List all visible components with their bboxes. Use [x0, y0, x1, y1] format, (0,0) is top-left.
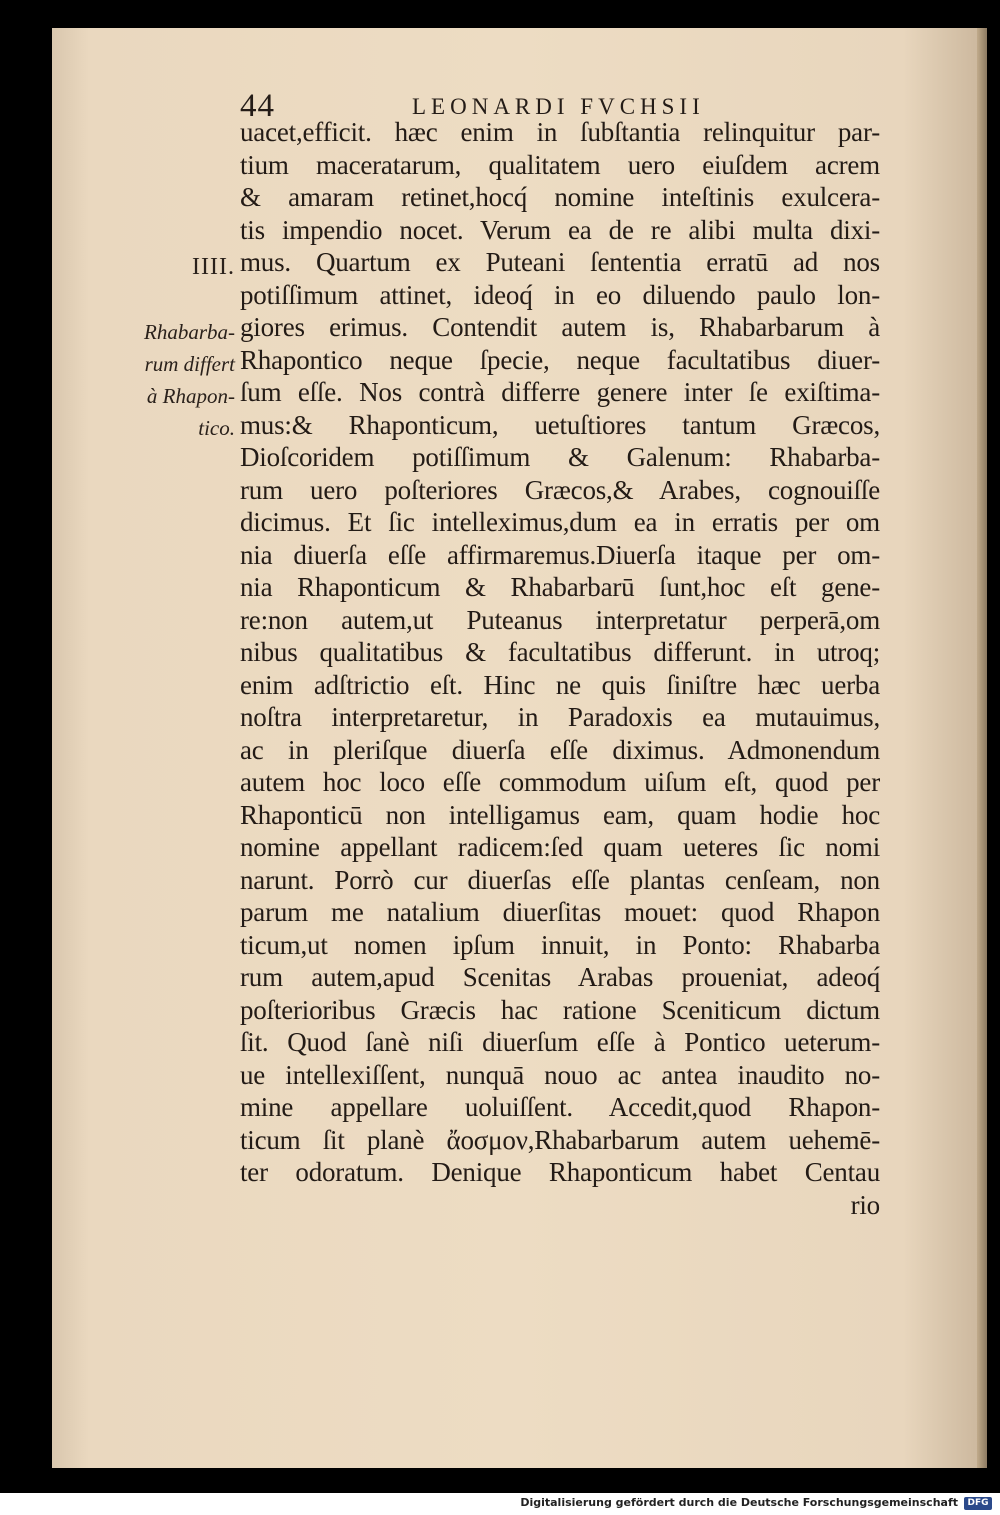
text-line: ac in pleriſque diuerſa eſſe diximus. Admonendum [240, 734, 880, 765]
text-line: ſit. Quod ſanè niſi diuerſum eſſe à Pontico ueterum- [240, 1027, 880, 1057]
text-line: ticum,ut nomen ipſum innuit, in Ponto: Rhabarba [240, 929, 880, 960]
text-line: potiſſimum attinet, ideoq́ in eo diluendo paulo lon- [240, 279, 880, 310]
text-line: giores erimus. Contendit autem is, Rhabarbarum à [240, 312, 880, 342]
page-number: 44 [240, 88, 275, 124]
text-line: noſtra interpretaretur, in Paradoxis ea mutauimus, [240, 702, 880, 732]
body-text [240, 116, 880, 1221]
text-line: parum me natalium diuerſitas mouet: quod Rhapon [240, 897, 880, 927]
margin-gloss-line: Rhabarba- [144, 320, 235, 344]
text-line: Rhapontico neque ſpecie, neque facultatibus diuer- [240, 344, 880, 375]
text-line: uacet,efficit. hæc enim in ſubſtantia relinquitur par- [240, 117, 880, 147]
funding-credit: Digitalisierung gefördert durch die Deutsche Forschungsgemeinschaft [520, 1496, 958, 1509]
text-line: tis impendio nocet. Verum ea de re alibi multa dixi- [240, 214, 880, 245]
text-line: nia Rhaponticum & Rhabarbarū ſunt,hoc eſt gene- [240, 572, 880, 602]
text-line: Rhaponticū non intelligamus eam, quam hodie hoc [240, 799, 880, 830]
text-line: dicimus. Et ſic intelleximus,dum ea in erratis per om [240, 507, 880, 537]
text-line: nibus qualitatibus & facultatibus differunt. in utroq; [240, 637, 880, 667]
margin-numeral: IIII. [192, 254, 235, 280]
text-line: nomine appellant radicem:ſed quam ueteres ſic nomi [240, 832, 880, 862]
catchword: rio [850, 1189, 880, 1220]
text-line: ue intellexiſſent, nunquā nouo ac antea inaudito no- [240, 1059, 880, 1090]
text-line: poſterioribus Græcis hac ratione Sceniticum dictum [240, 994, 880, 1025]
dfg-logo: DFG [964, 1497, 992, 1510]
text-line: mine appellare uoluiſſent. Accedit,quod Rhapon- [240, 1092, 880, 1122]
page-edge [977, 28, 987, 1468]
text-line: ſum eſſe. Nos contrà differre genere inter ſe exiſtima- [240, 377, 880, 407]
margin-gloss [125, 316, 235, 444]
margin-gloss-line: à Rhapon- [146, 384, 235, 408]
text-line: mus. Quartum ex Puteani ſententia erratū ad nos [240, 247, 880, 277]
text-line: mus:& Rhaponticum, uetuſtiores tantum Græcos, [240, 409, 880, 440]
footer-bar [0, 1493, 1000, 1515]
text-line: rum uero poſteriores Græcos,& Arabes, cognouiſſe [240, 474, 880, 505]
margin-gloss-line: rum differt [144, 352, 235, 376]
text-line: re:non autem,ut Puteanus interpretatur perperā,om [240, 604, 880, 635]
text-line: rum autem,apud Scenitas Arabas proueniat, adeoq́ [240, 962, 880, 992]
margin-gloss-line: tico. [198, 416, 235, 440]
text-line: nia diuerſa eſſe affirmaremus.Diuerſa itaque per om- [240, 539, 880, 570]
running-head: LEONARDI FVCHSII [412, 94, 705, 119]
text-line: ter odoratum. Denique Rhaponticum habet Centau [240, 1157, 880, 1187]
text-line: & amaram retinet,hocq́ nomine inteſtinis exulcera- [240, 182, 880, 212]
text-line: Dioſcoridem potiſſimum & Galenum: Rhabarba- [240, 442, 880, 472]
text-line: autem hoc loco eſſe commodum uiſum eſt, quod per [240, 767, 880, 797]
text-line: enim adſtrictio eſt. Hinc ne quis ſiniſtre hæc uerba [240, 669, 880, 700]
text-line: tium maceratarum, qualitatem uero eiuſdem acrem [240, 149, 880, 180]
text-line: ticum ſit planè ἄοσμον,Rhabarbarum autem uehemē- [240, 1124, 880, 1155]
text-line: narunt. Porrò cur diuerſas eſſe plantas cenſeam, non [240, 864, 880, 895]
